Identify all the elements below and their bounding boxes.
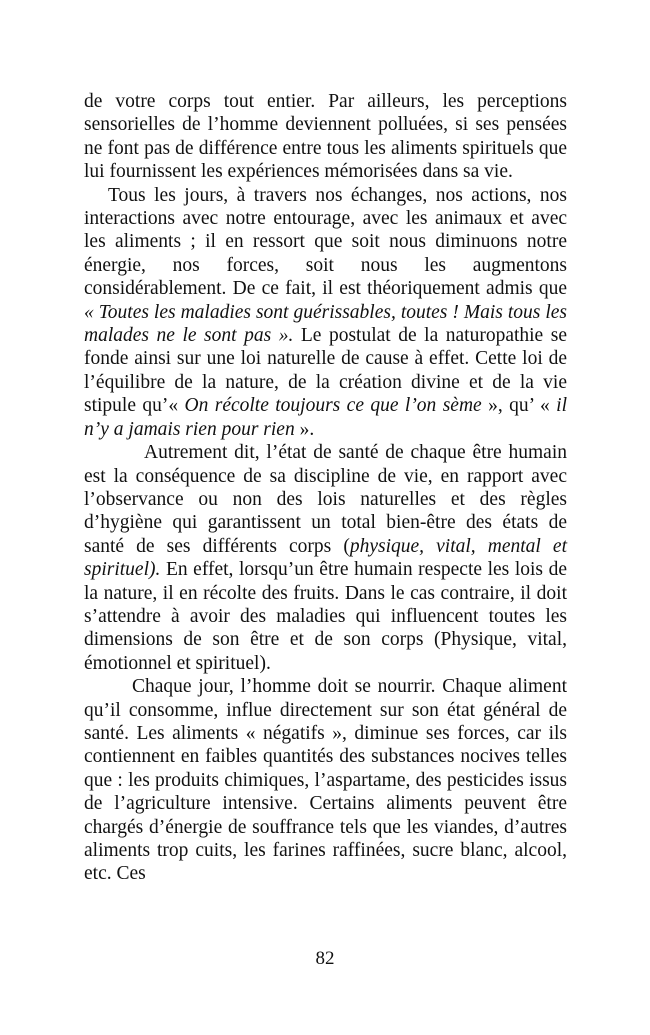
page-body xyxy=(84,90,567,886)
quote-maladies: « Toutes les maladies sont guérissables, toutes ! Mais tous les malades ne le sont pas ». xyxy=(84,301,567,347)
paragraph-2-text-cont: Le postulat de la naturopathie se fonde ainsi sur une loi naturelle de cause à effet. Cette loi de l’équilibre de la nature, de la création divine et de la vie stipule qu’« xyxy=(84,325,567,417)
page-number: 82 xyxy=(315,948,335,969)
paragraph-4 xyxy=(84,675,567,886)
quote-rien-pour-rien: il n’y a jamais rien pour rien xyxy=(84,395,567,440)
emphasis-corps-list: physique, vital, mental et spirituel). xyxy=(84,535,567,581)
paragraph-2-end: ». xyxy=(294,418,315,440)
paragraph-1-text: de votre corps tout entier. Par ailleurs, les perceptions sensorielles de l’homme deviennent polluées, si ses pensées ne font pas de différence entre tous les aliments spirituels que lui fournissent les expériences mémorisées dans sa vie. xyxy=(84,91,567,183)
quote-recolte: On récolte toujours ce que l’on sème xyxy=(184,395,482,417)
paragraph-4-text: Chaque jour, l’homme doit se nourrir. Chaque aliment qu’il consomme, influe directement sur son état général de santé. Les aliments « négatifs », diminue ses forces, car ils contiennent en faibles quantités des substances nocives telles que : les produits chimiques, l’aspartame, des pesticides issus de l’agriculture intensive. Certains aliments peuvent être chargés d’énergie de souffrance tels que les viandes, d’autres aliments trop cuits, les farines raffinées, sucre blanc, alcool, etc. Ces xyxy=(84,676,567,885)
paragraph-2 xyxy=(84,184,567,441)
paragraph-2-text: Tous les jours, à travers nos échanges, nos actions, nos interactions avec notre entourage, avec les animaux et avec les aliments ; il en ressort que soit nous diminuons notre énergie, nos forces, soit nous les augmentons considérablement. De ce fait, il est théoriquement admis que xyxy=(84,184,567,300)
paragraph-3 xyxy=(84,441,567,675)
paragraph-2-connector: », qu’ « xyxy=(481,395,557,417)
paragraph-1 xyxy=(84,90,567,184)
paragraph-3-text-cont: En effet, lorsqu’un être humain respecte les lois de la nature, il en récolte des fruits. Dans le cas contraire, il doit s’attendre à avoir des maladies qui influencent toutes les dimensions de son être et de son corps (Physique, vital, émotionnel et spirituel). xyxy=(84,559,567,674)
paragraph-3-text: Autrement dit, l’état de santé de chaque être humain est la conséquence de sa discipline de vie, en rapport avec l’observance ou non des lois naturelles et des règles d’hygiène qui garantissent un total bien-être des états de santé de ses différents corps ( xyxy=(84,442,567,557)
